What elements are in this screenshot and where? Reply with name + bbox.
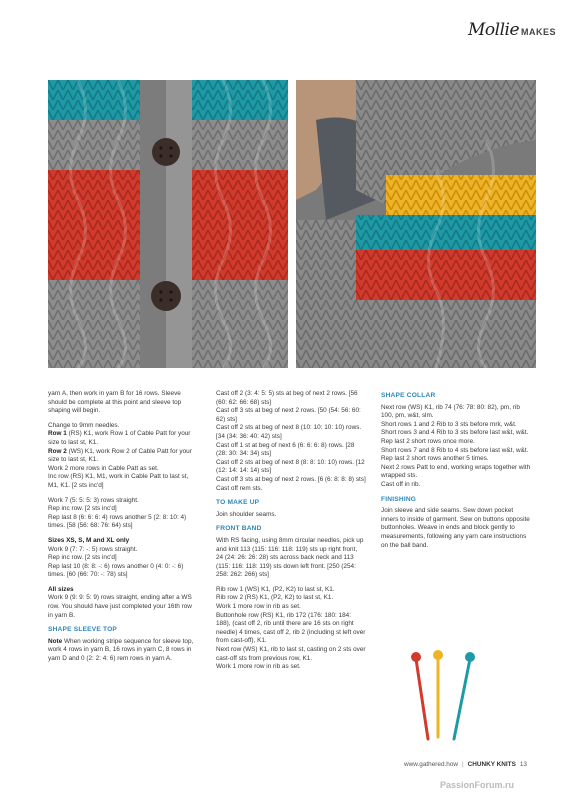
paragraph: Short rows 1 and 2 Rib to 3 sts before mrk, w&t. xyxy=(381,420,517,428)
needle-blue xyxy=(454,659,470,739)
row-text: (WS) K1, work Row 2 of Cable Patt for your size to last st, K1. xyxy=(48,447,192,464)
paragraph: Rep last 8 (6: 6: 6: 4) rows another 5 (2: 8: 10: 4) times. [58 (56: 68: 76: 64) sts] xyxy=(48,513,187,530)
row-1 xyxy=(48,430,198,447)
footer-magazine: CHUNKY KNITS xyxy=(467,761,516,768)
button-top xyxy=(152,138,180,166)
paragraph: Work 2 more rows in Cable Patt as set. xyxy=(48,464,159,472)
paragraph: With RS facing, using 8mm circular needles, pick up and knit 113 (115: 116: 118: 119) sts up right front, 24 (24: 26: 26: 28) sts across back neck and 113 (115: 116: 118: 119) sts down left front. [250 (254: 258: 262: 266) sts] xyxy=(216,536,364,579)
paragraph: Inc row (RS) K1, M1, work in Cable Patt to last st, M1, K1. [2 sts inc'd] xyxy=(48,473,189,489)
paragraph: Cast off 2 sts at beg of next 8 (10: 10: 10: 10) rows. [34 (34: 36: 40: 42) sts] xyxy=(216,424,362,440)
paragraph: Next row (WS) K1, rib 74 (76: 78: 80: 82), pm, rib 100, pm, w&t, slm. xyxy=(381,403,520,420)
brand-makes: MAKES xyxy=(521,27,557,37)
paragraph: Rep last 10 (8: 8: -: 6) rows another 0 (4: 0: -: 6) times. [60 (66: 70: -: 78) sts] xyxy=(48,562,184,579)
paragraph: Cast off 2 sts at beg of next 8 (8: 8: 10: 10) rows. [12 (12: 14: 14: 14) sts] xyxy=(216,458,365,475)
subheading: Sizes XS, S, M and XL only xyxy=(48,536,130,544)
photo-cardigan-closeup xyxy=(48,80,288,368)
paragraph: Short rows 3 and 4 Rib to 3 sts before last w&t, w&t. xyxy=(381,429,529,437)
row-label: Row 1 xyxy=(48,430,67,438)
row-2 xyxy=(48,448,198,465)
paragraph: Work 9 (9: 9: 5: 9) rows straight, ending after a WS row. You should have just completed your 16th row in yarn B. xyxy=(48,594,192,619)
paragraph: Cast off in rib. xyxy=(381,480,421,488)
section-heading: FRONT BAND xyxy=(216,525,262,533)
paragraph: Join sleeve and side seams. Sew down pocket inners to inside of garment. Sew on buttons opposite buttonholes. Weave in ends and block gently to measurements, following any yarn care instructions on the ball band. xyxy=(381,507,530,549)
paragraph: Next row (WS) K1, rib to last st, casting on 2 sts over cast-off sts from previous row, K1. xyxy=(216,646,366,662)
paragraph: Rep inc row. [2 sts inc'd] xyxy=(48,554,117,562)
note xyxy=(48,638,198,664)
paragraph: Work 7 (5: 5: 5: 3) rows straight. xyxy=(48,496,139,504)
footer-separator: | xyxy=(462,761,464,768)
paragraph: Buttonhole row (RS) K1, rib 172 (176: 180: 184: 188), (cast off 2, rib until there are 16 sts on right needle) 4 times, cast off 2, rib 2 (including st left over from cast-off), K1. xyxy=(216,611,366,645)
paragraph: Work 9 (7: 7: -: 5) rows straight. xyxy=(48,545,138,553)
paragraph: Work 1 more row in rib as set. xyxy=(216,603,301,611)
paragraph: Cast off 3 sts at beg of next 2 rows. [6 (6: 8: 8: 8) sts] xyxy=(216,475,366,483)
paragraph: Cast off 1 st at beg of next 6 (6: 6: 6: 8) rows. [28 (28: 30: 34: 34) sts] xyxy=(216,441,355,458)
paragraph: Next 2 rows Patt to end, working wraps together with wrapped sts. xyxy=(381,463,531,480)
column-1 xyxy=(48,390,198,670)
section-heading: SHAPE SLEEVE TOP xyxy=(48,626,118,634)
brand-script: Mollie xyxy=(468,20,520,40)
photo-collar xyxy=(296,80,536,368)
paragraph: Rib row 1 (WS) K1, (P2, K2) to last st, K1. xyxy=(216,585,335,593)
paragraph: Rep inc row. [2 sts inc'd] xyxy=(48,505,117,513)
paragraph: Rep last 2 short rows once more. xyxy=(381,437,475,445)
paragraph: yarn A, then work in yarn B for 16 rows. Sleeve should be complete at this point and sleeve top shaping will begin. xyxy=(48,390,182,415)
paragraph: Rep last 2 short rows another 5 times. xyxy=(381,455,489,463)
brand-logo xyxy=(468,20,556,44)
column-3 xyxy=(381,390,531,556)
paragraph: Cast off rem sts. xyxy=(216,484,263,492)
button-bottom xyxy=(151,281,181,311)
row-text: (RS) K1, work Row 1 of Cable Patt for your size to last st, K1. xyxy=(48,430,191,446)
paragraph: Work 1 more row in rib as set. xyxy=(216,663,301,671)
knitting-needles-illustration xyxy=(404,645,504,745)
paragraph: Cast off 2 (3: 4: 5: 5) sts at beg of next 2 rows. [56 (60: 62: 66: 68) sts] xyxy=(216,390,358,406)
section-heading: FINISHING xyxy=(381,495,417,503)
section-heading: SHAPE COLLAR xyxy=(381,392,436,399)
paragraph: Short rows 7 and 8 Rib to 4 sts before last w&t, w&t. xyxy=(381,446,529,454)
section-heading: TO MAKE UP xyxy=(216,499,260,507)
column-2 xyxy=(216,390,366,678)
row-label: Row 2 xyxy=(48,447,67,455)
needle-red xyxy=(416,659,428,739)
watermark: PassionForum.ru xyxy=(440,780,515,790)
paragraph: Rib row 2 (RS) K1, (P2, K2) to last st, K1. xyxy=(216,594,334,602)
paragraph: Join shoulder seams. xyxy=(216,510,277,518)
footer-url: www.gathered.how xyxy=(404,761,458,768)
paragraph: Change to 9mm needles. xyxy=(48,421,120,429)
page-footer xyxy=(404,761,527,768)
note-text: When working stripe sequence for sleeve top, work 4 rows in yarn B, 16 rows in yarn C, 8 rows in yarn D and 0 (2: 2: 4: 6) rem rows in yarn A. xyxy=(48,637,194,663)
subheading: All sizes xyxy=(48,585,74,593)
paragraph: Cast off 3 sts at beg of next 2 rows. [50 (54: 56: 60: 62) sts] xyxy=(216,407,361,423)
note-label: Note xyxy=(48,637,63,645)
page-number: 13 xyxy=(519,761,527,768)
